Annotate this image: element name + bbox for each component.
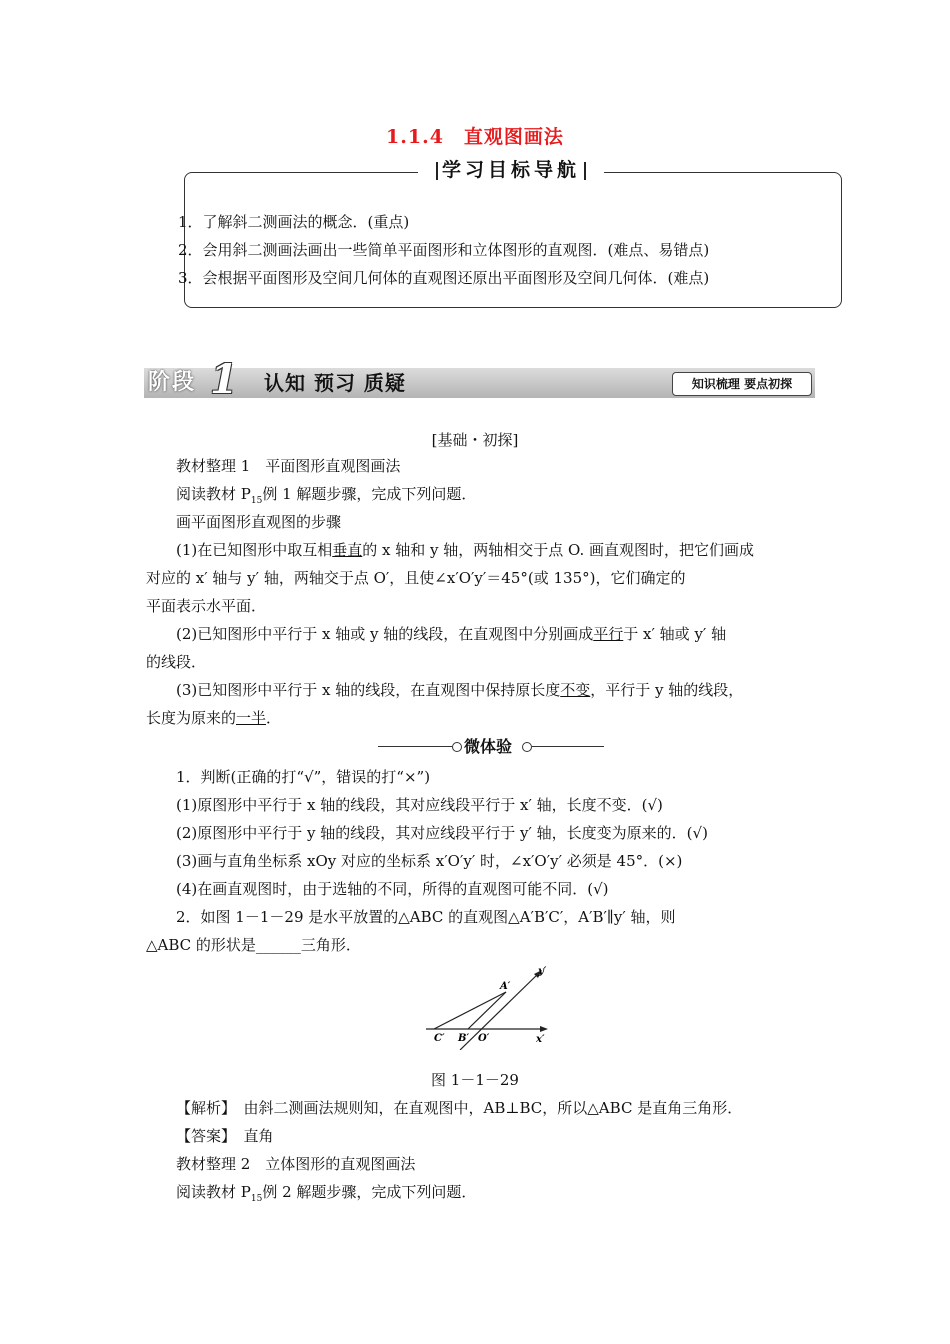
answer-text: 直角 [243, 1127, 274, 1145]
m1-step1 [176, 540, 754, 560]
s3-a: (3)已知图形中平行于 x 轴的线段，在直观图中保持原长度 [176, 681, 561, 699]
s3-d: ． [266, 709, 282, 727]
s1-underline: 垂直 [332, 541, 363, 559]
heading-bar-left [436, 162, 438, 180]
segment-ca [434, 992, 506, 1029]
m1-step2-end: 的线段． [146, 653, 207, 671]
goals-heading-text: 学习目标导航 [441, 159, 580, 181]
label-b: B′ [458, 1033, 470, 1044]
q1-item: (2)原图形中平行于 y 轴的线段，其对应线段平行于 y′ 轴，长度变为原来的．(√) [176, 824, 708, 842]
goals-heading [418, 157, 604, 183]
m1-read-b: 例 1 解题步骤，完成下列问题． [262, 485, 477, 503]
s1-b: 的 x 轴和 y 轴，两轴相交于点 O. 画直观图时，把它们画成 [362, 541, 754, 559]
s2-b: 于 x′ 轴或 y′ 轴 [623, 625, 727, 643]
x-axis-arrow [540, 1026, 548, 1032]
m1-read-a: 阅读教材 P [176, 485, 251, 503]
m2-read-a: 阅读教材 P [176, 1183, 251, 1201]
m1-step1-end: 平面表示水平面． [146, 597, 267, 615]
s3-underline: 不变 [560, 681, 591, 699]
m1-step3 [176, 680, 743, 700]
label-x: x′ [536, 1034, 545, 1045]
q1-item: (1)原图形中平行于 x 轴的线段，其对应线段平行于 x′ 轴，长度不变．(√) [176, 796, 663, 814]
q1-text: 1．判断(正确的打“√”，错误的打“×”) [176, 768, 431, 786]
m1-step2 [176, 624, 726, 644]
m2-read [176, 1182, 476, 1209]
divider-circle [522, 742, 532, 752]
m2-heading: 教材整理 2 立体图形的直观图画法 [176, 1155, 416, 1173]
answer-label: 【答案】 [176, 1127, 229, 1145]
s3-b: ，平行于 y 轴的线段， [590, 681, 744, 699]
goal-item: 1．了解斜二测画法的概念．(重点) [178, 213, 410, 231]
figure-diagram [420, 962, 560, 1050]
figure-caption: 图 1－1－29 [431, 1071, 519, 1089]
practice-heading [378, 737, 604, 757]
q1-item: (3)画与直角坐标系 xOy 对应的坐标系 x′O′y′ 时，∠x′O′y′ 必须是 45°．(×) [176, 852, 683, 870]
label-o: O′ [478, 1033, 490, 1044]
stage-number: 1 [210, 356, 238, 403]
divider-line [532, 746, 604, 747]
s2-a: (2)已知图形中平行于 x 轴或 y 轴的线段，在直观图中分别画成 [176, 625, 594, 643]
s2-underline: 平行 [593, 625, 624, 643]
s3-underline2: 一半 [236, 709, 267, 727]
stage-tag: 知识梳理 要点初探 [672, 372, 812, 396]
divider-line [378, 746, 452, 747]
m1-heading: 教材整理 1 平面图形直观图画法 [176, 457, 401, 475]
q2-text: 2．如图 1－1－29 是水平放置的△ABC 的直观图△A′B′C′，A′B′∥y′ 轴，则 [176, 908, 676, 926]
stage-title: 认知 预习 质疑 [264, 371, 406, 395]
section-label: [基础・初探] [431, 431, 519, 449]
q2-text-end: △ABC 的形状是______三角形． [146, 936, 361, 954]
m1-steps-title: 画平面图形直观图的步骤 [176, 513, 342, 531]
m2-read-b: 例 2 解题步骤，完成下列问题． [262, 1183, 477, 1201]
m2-read-sub: 15 [250, 1194, 263, 1204]
analysis [176, 1098, 742, 1118]
label-a: A′ [500, 981, 511, 992]
s1-a: (1)在已知图形中取互相 [176, 541, 333, 559]
q1-item: (4)在画直观图时，由于选轴的不同，所得的直观图可能不同．(√) [176, 880, 609, 898]
label-y: y′ [538, 966, 547, 977]
m1-step1-cont: 对应的 x′ 轴与 y′ 轴，两轴交于点 O′，且使∠x′O′y′＝45°(或 135°)，它们确定的 [146, 569, 686, 587]
goal-item: 2．会用斜二测画法画出一些简单平面图形和立体图形的直观图．(难点、易错点) [178, 241, 710, 259]
divider-circle [452, 742, 462, 752]
heading-bar-right [584, 162, 586, 180]
answer [176, 1126, 274, 1146]
label-c: C′ [434, 1033, 445, 1044]
analysis-label: 【解析】 [176, 1099, 229, 1117]
m1-read [176, 484, 476, 511]
analysis-text: 由斜二测画法规则知，在直观图中，AB⊥BC，所以△ABC 是直角三角形． [243, 1099, 743, 1117]
practice-heading-text: 微体验 [464, 737, 513, 756]
s3-c: 长度为原来的 [146, 709, 237, 727]
m1-step3-end [146, 708, 281, 728]
page-title: 1.1.4 直观图画法 [386, 126, 564, 148]
stage-prefix: 阶段 [148, 370, 197, 395]
m1-read-sub: 15 [250, 496, 263, 506]
goal-item: 3．会根据平面图形及空间几何体的直观图还原出平面图形及空间几何体．(难点) [178, 269, 710, 287]
